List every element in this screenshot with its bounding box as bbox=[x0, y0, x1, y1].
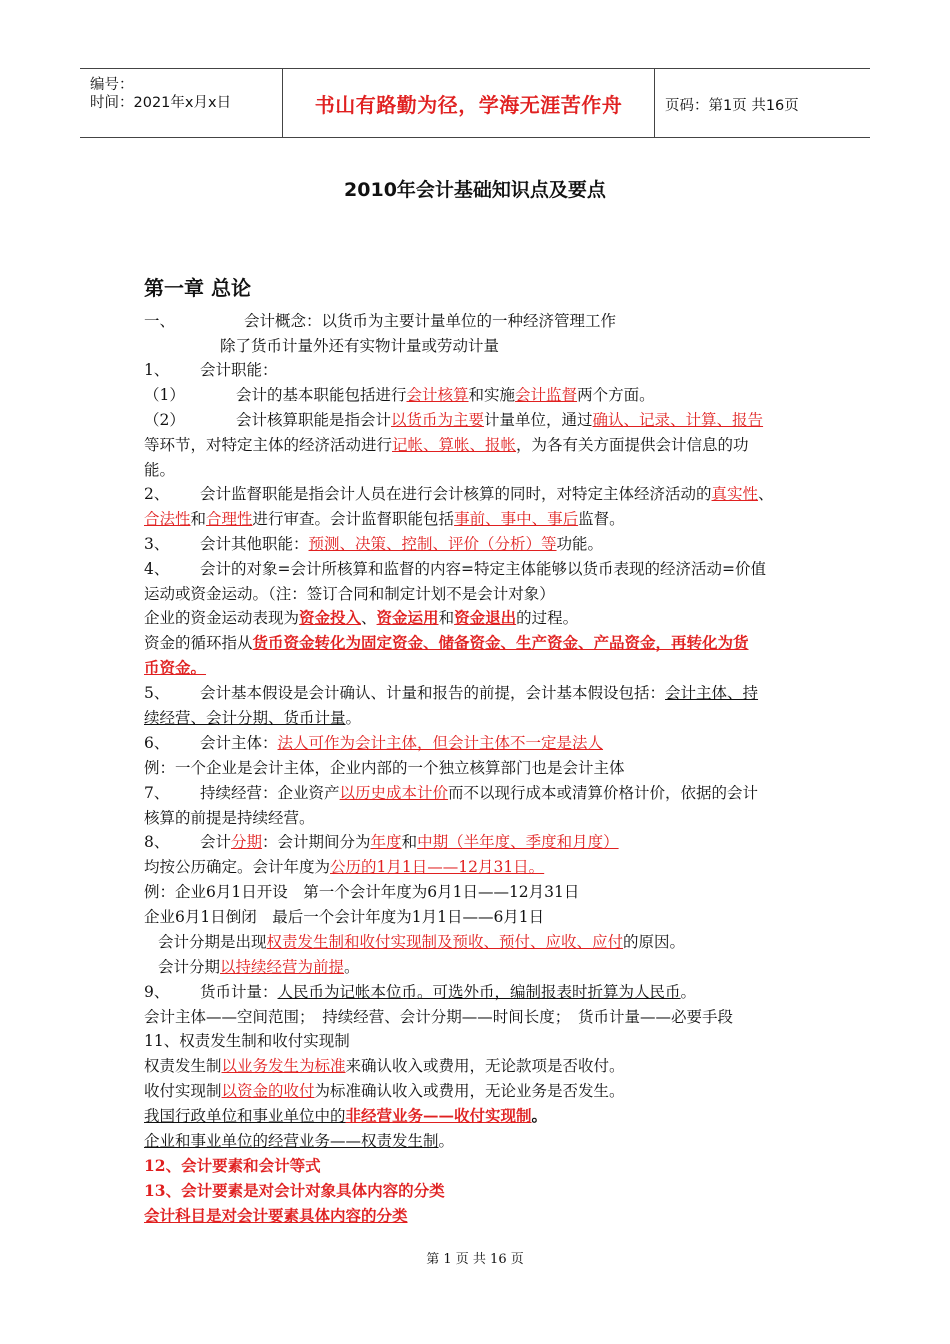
text-segment: 、 bbox=[758, 485, 774, 503]
text-line bbox=[144, 584, 555, 604]
text-segment: 货币计量： bbox=[200, 983, 278, 1001]
text-line bbox=[144, 982, 697, 1002]
text-segment: 我国行政单位和事业单位中的 bbox=[144, 1107, 346, 1125]
text-segment: 资金运用 bbox=[376, 608, 439, 627]
text-segment: 币资金。 bbox=[144, 658, 207, 677]
text-line bbox=[144, 435, 749, 455]
text-segment: 以资金的收付 bbox=[221, 1082, 315, 1100]
text-line bbox=[144, 1131, 454, 1151]
text-segment: 真实性 bbox=[711, 485, 759, 503]
text-segment: 7、 bbox=[144, 784, 170, 802]
text-line bbox=[144, 311, 617, 331]
text-line bbox=[144, 683, 759, 703]
page-info: 页码：第1页 共16页 bbox=[665, 98, 799, 114]
text-segment: 权责发生制和收付实现制及预收、预付、应收、应付 bbox=[266, 933, 624, 951]
text-segment: 法人可作为会计主体，但会计主体不一定是法人 bbox=[277, 734, 604, 752]
text-segment: 人民币为记帐本位币。可选外币，编制报表时折算为人民币 bbox=[277, 983, 681, 1001]
text-line bbox=[144, 1181, 445, 1201]
text-line bbox=[144, 534, 604, 554]
text-segment: 会计核算 bbox=[406, 386, 469, 404]
chapter-title: 第一章 总论 bbox=[144, 276, 251, 300]
header-motto-cell bbox=[283, 69, 655, 137]
text-segment: 能。 bbox=[144, 461, 176, 479]
text-line bbox=[144, 460, 175, 480]
text-segment: 的过程。 bbox=[516, 609, 579, 627]
text-segment: 。 bbox=[438, 1132, 455, 1150]
text-line bbox=[144, 758, 625, 778]
date-label: 时间：2021年x月x日 bbox=[90, 95, 232, 111]
text-segment: 资金的循环指从 bbox=[144, 634, 253, 652]
text-segment: 续经营、会计分期、货币计量 bbox=[144, 709, 346, 727]
text-segment: 货币资金转化为固定资金、储备资金、生产资金、产品资金，再转化为货 bbox=[252, 633, 749, 652]
text-segment: 企业和事业单位的经营业务——权责发生制 bbox=[144, 1132, 439, 1150]
text-line bbox=[144, 783, 759, 803]
text-segment: （2） bbox=[144, 411, 185, 429]
text-line bbox=[144, 1007, 733, 1027]
header-left-cell bbox=[80, 69, 283, 137]
text-segment: 合法性 bbox=[144, 510, 191, 528]
text-line bbox=[144, 1056, 625, 1076]
text-segment: 会计监督职能是指会计人员在进行会计核算的同时，对特定主体经济活动的 bbox=[200, 485, 712, 503]
text-segment: 会计分期 bbox=[158, 958, 221, 976]
text-segment: 6、 bbox=[144, 734, 170, 752]
text-line bbox=[144, 1206, 408, 1226]
text-line bbox=[144, 410, 764, 430]
text-segment: 收付实现制 bbox=[144, 1082, 222, 1100]
text-segment: 会计基本假设是会计确认、计量和报告的前提，会计基本假设包括： bbox=[200, 684, 666, 702]
text-segment: 会计分期是出现 bbox=[158, 933, 267, 951]
header-table bbox=[80, 68, 870, 138]
text-segment: 和 bbox=[401, 833, 418, 851]
text-segment: 功能。 bbox=[556, 535, 604, 553]
text-segment: 会计的基本职能包括进行 bbox=[236, 386, 407, 404]
text-line bbox=[144, 509, 625, 529]
text-line bbox=[144, 1156, 321, 1176]
text-segment: 会计其他职能： bbox=[200, 535, 309, 553]
text-segment: 。 bbox=[531, 1106, 548, 1125]
text-segment: 分期 bbox=[231, 833, 263, 851]
text-segment: 11、权责发生制和收付实现制 bbox=[144, 1032, 350, 1050]
text-segment: 企业的资金运动表现为 bbox=[144, 609, 300, 627]
text-line bbox=[144, 1106, 547, 1126]
text-segment: 会计核算职能是指会计 bbox=[236, 411, 392, 429]
text-line bbox=[144, 658, 206, 678]
text-line bbox=[144, 832, 619, 852]
text-line bbox=[144, 882, 579, 902]
text-segment: 例：企业6月1日开设 第一个会计年度为6月1日——12月31日 bbox=[144, 883, 580, 901]
text-segment: 一、 bbox=[144, 312, 176, 330]
text-segment: 等环节，对特定主体的经济活动进行 bbox=[144, 436, 393, 454]
text-line bbox=[144, 808, 315, 828]
text-segment: 除了货币计量外还有实物计量或劳动计量 bbox=[220, 337, 500, 355]
text-segment: 3、 bbox=[144, 535, 170, 553]
text-segment: 核算的前提是持续经营。 bbox=[144, 809, 315, 827]
text-segment: 记帐、算帐、报帐 bbox=[392, 436, 517, 454]
text-segment: ，为各有关方面提供会计信息的功 bbox=[516, 436, 749, 454]
text-line bbox=[144, 484, 774, 504]
text-segment: 。 bbox=[344, 958, 360, 976]
text-segment: 会计主体： bbox=[200, 734, 278, 752]
text-segment: 2、 bbox=[144, 485, 170, 503]
code-label: 编号： bbox=[90, 77, 134, 93]
text-segment: 两个方面。 bbox=[577, 386, 655, 404]
text-segment: （1） bbox=[144, 386, 185, 404]
text-segment: 合理性 bbox=[206, 510, 253, 528]
text-line bbox=[144, 857, 544, 877]
text-segment: 运动或资金运动。（注：签订合同和制定计划不是会计对象） bbox=[144, 585, 555, 603]
text-segment: 企业6月1日倒闭 最后一个会计年度为1月1日——6月1日 bbox=[144, 908, 545, 926]
text-segment: 、 bbox=[361, 609, 377, 627]
text-line bbox=[144, 1031, 350, 1051]
text-segment: 年度 bbox=[370, 833, 402, 851]
text-segment: 9、 bbox=[144, 983, 170, 1001]
text-segment: 例：一个企业是会计主体，企业内部的一个独立核算部门也是会计主体 bbox=[144, 759, 625, 777]
text-segment: 资金退出 bbox=[454, 608, 517, 627]
text-line bbox=[144, 907, 544, 927]
text-segment: 会计主体——空间范围； 持续经营、会计分期——时间长度； 货币计量——必要手段 bbox=[144, 1008, 734, 1026]
text-segment: 以历史成本计价 bbox=[339, 784, 449, 802]
text-segment: 以业务发生为标准 bbox=[221, 1057, 346, 1075]
text-segment: 均按公历确定。会计年度为 bbox=[144, 858, 331, 876]
text-segment: 会计监督 bbox=[515, 386, 578, 404]
motto: 书山有路勤为径，学海无涯苦作舟 bbox=[314, 93, 623, 117]
text-segment: 会计科目是对会计要素具体内容的分类 bbox=[144, 1206, 408, 1225]
text-line bbox=[144, 733, 604, 753]
text-segment: 8、 bbox=[144, 833, 170, 851]
text-segment: 确认、记录、计算、报告 bbox=[592, 411, 764, 429]
text-segment: 的原因。 bbox=[623, 933, 686, 951]
text-line bbox=[144, 559, 766, 579]
text-segment: 1、 bbox=[144, 361, 170, 379]
text-segment: 以持续经营为前提 bbox=[220, 958, 345, 976]
text-segment: 4、 bbox=[144, 560, 170, 578]
text-segment: 会计的对象=会计所核算和监督的内容=特定主体能够以货币表现的经济活动=价值 bbox=[200, 560, 766, 578]
page-footer: 第 1 页 共 16 页 bbox=[426, 1252, 524, 1267]
text-segment: 事前、事中、事后 bbox=[454, 510, 579, 528]
text-segment: 资金投入 bbox=[299, 608, 362, 627]
text-line bbox=[144, 608, 578, 628]
text-segment: 监督。 bbox=[578, 510, 625, 528]
text-line bbox=[144, 385, 655, 405]
text-segment: 会计 bbox=[200, 833, 232, 851]
text-segment: 以货币为主要 bbox=[391, 411, 485, 429]
text-segment: 。 bbox=[680, 983, 697, 1001]
text-segment: 非经营业务——收付实现制 bbox=[345, 1106, 532, 1125]
text-line bbox=[144, 360, 278, 380]
text-segment: 会计主体、持 bbox=[665, 684, 759, 702]
text-line bbox=[144, 708, 361, 728]
text-segment: 12、会计要素和会计等式 bbox=[144, 1156, 321, 1175]
text-segment: 中期（半年度、季度和月度） bbox=[417, 833, 619, 851]
text-segment: 预测、决策、控制、评价（分析）等 bbox=[308, 535, 557, 553]
text-segment: 和 bbox=[190, 510, 207, 528]
text-segment: ：会计期间分为 bbox=[262, 833, 371, 851]
header-page-cell bbox=[655, 69, 870, 137]
text-segment: 公历的1月1日——12月31日。 bbox=[330, 858, 545, 876]
text-segment: 和 bbox=[438, 609, 455, 627]
text-segment: 而不以现行成本或清算价格计价，依据的会计 bbox=[448, 784, 759, 802]
text-segment: 13、会计要素是对会计对象具体内容的分类 bbox=[144, 1181, 445, 1200]
text-line bbox=[144, 1081, 625, 1101]
text-segment: 5、 bbox=[144, 684, 170, 702]
text-segment: 进行审查。会计监督职能包括 bbox=[252, 510, 455, 528]
text-segment: 为标准确认收入或费用，无论业务是否发生。 bbox=[314, 1082, 625, 1100]
text-segment: 持续经营：企业资产 bbox=[200, 784, 340, 802]
document-title: 2010年会计基础知识点及要点 bbox=[344, 179, 606, 201]
text-segment: 会计职能： bbox=[200, 361, 278, 379]
text-segment: 来确认收入或费用，无论款项是否收付。 bbox=[345, 1057, 625, 1075]
text-segment: 权责发生制 bbox=[144, 1057, 222, 1075]
text-segment: 和实施 bbox=[468, 386, 516, 404]
text-segment: 。 bbox=[345, 709, 362, 727]
text-segment: 会计概念：以货币为主要计量单位的一种经济管理工作 bbox=[244, 312, 617, 330]
text-line bbox=[144, 633, 749, 653]
text-segment: 计量单位，通过 bbox=[484, 411, 593, 429]
